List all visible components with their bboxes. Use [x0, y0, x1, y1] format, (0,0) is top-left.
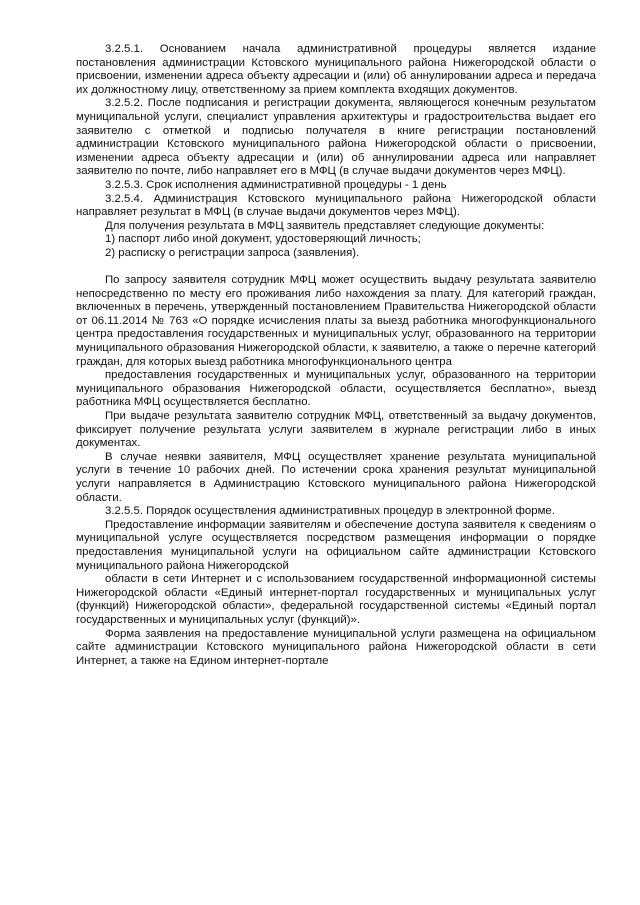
- paragraph-3-2-5-5: 3.2.5.5. Порядок осуществления административных процедур в электронной форме.: [105, 505, 555, 518]
- paragraph-delivery-continuation: предоставления государственных и муниципальных услуг, образованного на территории муниципального образования Нижегородской области, осуществляется бесплатно», выезд работника МФЦ осуществляется бесплатно.: [76, 369, 596, 409]
- paragraph-information: Предоставление информации заявителям и обеспечение доступа заявителя к сведениям о муниципальной услуге осуществляется посредством размещения информации о порядке предоставления муниципальной услуги на официальном сайте администрации Кстовского муниципального района Нижегородской: [76, 518, 596, 572]
- paragraph-documents-intro: Для получения результата в МФЦ заявитель представляет следующие документы:: [105, 219, 545, 232]
- paragraph-3-2-5-3: 3.2.5.3. Срок исполнения административной процедуры - 1 день: [105, 178, 447, 191]
- list-item-receipt: 2) расписку о регистрации запроса (заявления).: [105, 246, 360, 259]
- paragraph-information-continuation: области в сети Интернет и с использованием государственной информационной системы Нижегородской области «Единый интернет-портал государственных и муниципальных услуг (функций) Нижегородской области», федеральной государственной системы «Единый портал государственных и муниципальных услуг (функций)».: [76, 573, 596, 626]
- paragraph-delivery-request: По запросу заявителя сотрудник МФЦ может осуществить выдачу результата заявителю непосредственно по месту его проживания либо нахождения за плату. Для категорий граждан, включенных в перечень, утвержденный постановлением Правительства Нижегородской области от 06.11.2014 № 763 «О порядке исчисления платы за выезд работника многофункционального центра предоставления государственных и муниципальных услуг, образованного на территории муниципального образования Нижегородской области, к заявителю, а также о перечне категорий граждан, для которых выезд работника многофункционального центра: [76, 274, 596, 368]
- paragraph-non-appearance: В случае неявки заявителя, МФЦ осуществляет хранение результата муниципальной услуги в течение 10 рабочих дней. По истечении срока хранения результат муниципальной услуги направляется в Администрацию Кстовского муниципального района Нижегородской области.: [76, 450, 596, 504]
- paragraph-3-2-5-1: 3.2.5.1. Основанием начала административной процедуры является издание постановления администрации Кстовского муниципального района Нижегородской области о присвоении, изменении адреса объекту адресации и (или) об аннулировании адреса и передача их должностному лицу, ответственному за прием комплекта входящих документов.: [76, 43, 596, 96]
- paragraph-issuance: При выдаче результата заявителю сотрудник МФЦ, ответственный за выдачу документов, фиксирует получение результата услуги заявителем в журнале регистрации либо в иных документах.: [76, 410, 596, 450]
- paragraph-3-2-5-4: 3.2.5.4. Администрация Кстовского муниципального района Нижегородской области направляет результат в МФЦ (в случае выдачи документов через МФЦ).: [76, 192, 596, 219]
- paragraph-application-form: Форма заявления на предоставление муниципальной услуги размещена на официальном сайте администрации Кстовского муниципального района Нижегородской области в сети Интернет, а также на Едином интернет-портале: [76, 627, 596, 667]
- paragraph-3-2-5-2: 3.2.5.2. После подписания и регистрации документа, являющегося конечным результатом муниципальной услуги, специалист управления архитектуры и градостроительства выдает его заявителю с отметкой и подписью получателя в книге регистрации постановлений администрации Кстовского муниципального района Нижегородской области о присвоении, изменении адреса объекту адресации и (или) об аннулировании адреса или направляет заявителю по почте, либо направляет его в МФЦ (в случае выдачи документов через МФЦ).: [76, 97, 596, 178]
- document-page: [76, 43, 596, 668]
- list-item-passport: 1) паспорт либо иной документ, удостоверяющий личность;: [105, 233, 421, 246]
